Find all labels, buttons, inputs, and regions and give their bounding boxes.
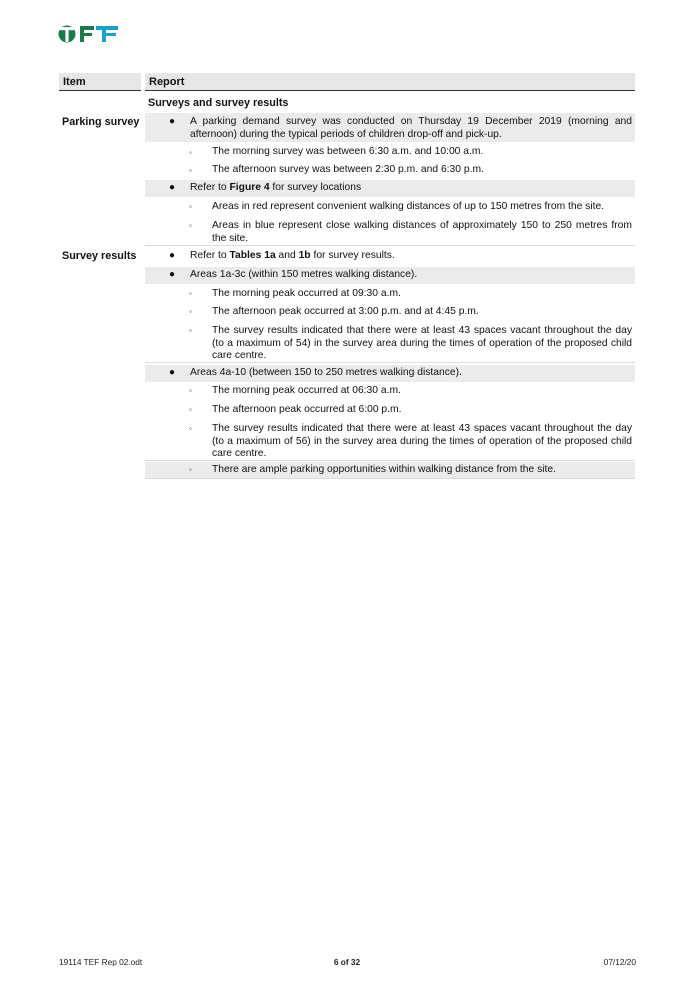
sub-bullet-icon: ◦ <box>189 465 192 474</box>
sub-bullet-icon: ◦ <box>189 148 192 157</box>
sub-bullet-icon: ◦ <box>189 326 192 335</box>
sub-bullet-icon: ◦ <box>189 386 192 395</box>
list-item-text: The survey results indicated that there were at least 43 spaces vacant throughout the day (to a maximum of 54) in the survey area during the times of operation of the proposed child care centre. <box>212 325 632 362</box>
sub-bullet-icon: ◦ <box>189 221 192 230</box>
company-logo <box>58 22 120 46</box>
list-item-text: The morning peak occurred at 09:30 a.m. <box>212 288 401 299</box>
list-item <box>145 162 635 180</box>
list-item <box>145 144 635 162</box>
bullet-icon: ● <box>169 367 176 378</box>
bullet-icon: ● <box>169 116 176 127</box>
footer-date: 07/12/20 <box>603 957 636 967</box>
list-item <box>145 462 635 479</box>
list-item <box>145 304 635 322</box>
list-item-text: Areas 4a-10 (between 150 to 250 metres walking distance). <box>190 367 462 378</box>
footer-page-number: 6 of 32 <box>333 957 361 967</box>
logo-f-shape <box>96 26 118 42</box>
sub-bullet-icon: ◦ <box>189 202 192 211</box>
list-item <box>145 218 635 246</box>
list-item <box>145 383 635 401</box>
list-item <box>145 248 635 266</box>
list-item-text: The afternoon survey was between 2:30 p.m. and 6:30 p.m. <box>212 164 484 175</box>
row-label-survey-results: Survey results <box>62 250 137 262</box>
column-header-report: Report <box>145 73 635 91</box>
list-item <box>145 113 635 142</box>
list-item <box>145 286 635 304</box>
list-item-text: The afternoon peak occurred at 3:00 p.m. and at 4:45 p.m. <box>212 306 479 317</box>
footer-document-name: 19114 TEF Rep 02.odt <box>59 957 143 967</box>
bullet-icon: ● <box>169 182 176 193</box>
section-title: Surveys and survey results <box>148 97 289 109</box>
list-item-text: Areas in blue represent close walking distances of approximately 150 to 250 metres from the site. <box>212 220 632 244</box>
list-item-text: The morning peak occurred at 06:30 a.m. <box>212 385 401 396</box>
row-label-parking-survey: Parking survey <box>62 116 140 128</box>
sub-bullet-icon: ◦ <box>189 289 192 298</box>
bullet-icon: ● <box>169 269 176 280</box>
list-item-text: Refer to Figure 4 for survey locations <box>190 182 362 193</box>
list-item-text: The survey results indicated that there were at least 43 spaces vacant throughout the day (to a maximum of 56) in the survey area during the times of operation of the proposed child care centre. <box>212 423 632 460</box>
sub-bullet-icon: ◦ <box>189 307 192 316</box>
list-item-text: Refer to Tables 1a and 1b for survey results. <box>190 250 395 261</box>
list-item-text: Areas in red represent convenient walking distances of up to 150 metres from the site. <box>212 201 605 212</box>
column-header-item: Item <box>59 73 141 91</box>
list-item <box>145 402 635 420</box>
logo-text: TEF <box>58 22 60 23</box>
sub-bullet-icon: ◦ <box>189 424 192 433</box>
list-item <box>145 322 635 363</box>
bullet-icon: ● <box>169 250 176 261</box>
sub-bullet-icon: ◦ <box>189 166 192 175</box>
list-item <box>145 420 635 461</box>
list-item <box>145 267 635 284</box>
list-item-text: A parking demand survey was conducted on Thursday 19 December 2019 (morning and afternoon) during the typical periods of children drop-off and pick-up. <box>190 116 632 140</box>
list-item-text: Areas 1a-3c (within 150 metres walking distance). <box>190 269 418 280</box>
list-item-text: There are ample parking opportunities within walking distance from the site. <box>212 464 556 475</box>
list-item-text: The morning survey was between 6:30 a.m. and 10:00 a.m. <box>212 146 484 157</box>
sub-bullet-icon: ◦ <box>189 405 192 414</box>
logo-e-shape <box>80 26 94 42</box>
list-item <box>145 180 635 197</box>
list-item <box>145 365 635 382</box>
list-item-text: The afternoon peak occurred at 6:00 p.m. <box>212 404 402 415</box>
list-item <box>145 199 635 217</box>
